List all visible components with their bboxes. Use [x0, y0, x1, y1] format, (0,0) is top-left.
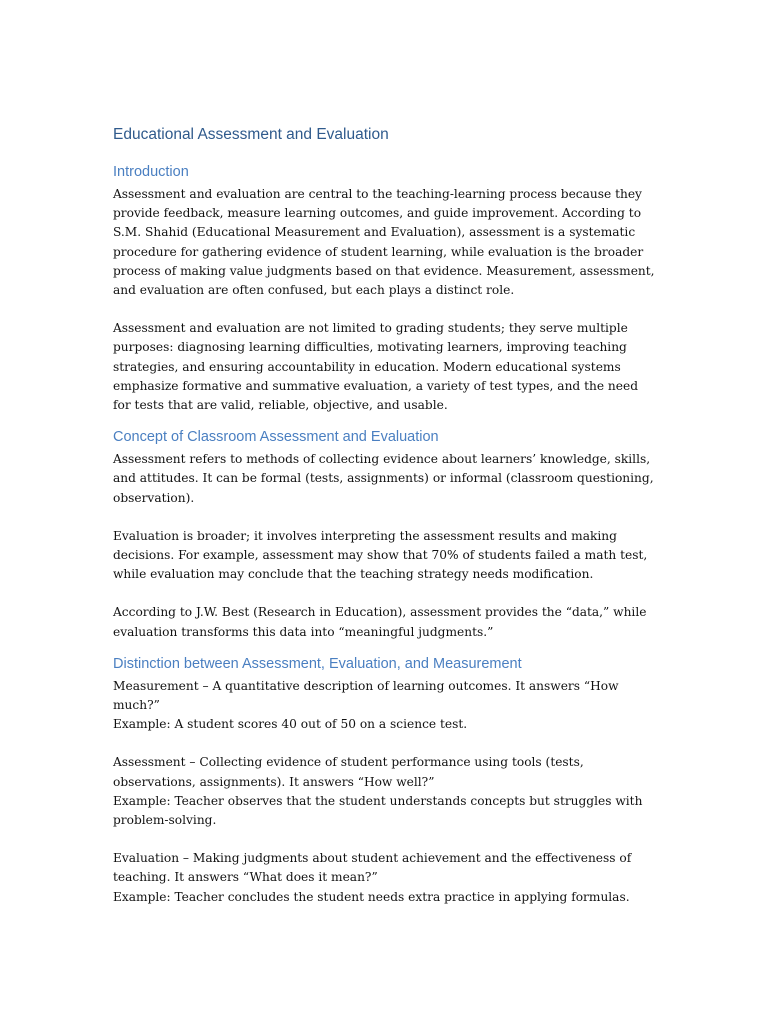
paragraph: Assessment – Collecting evidence of student performance using tools (tests, observations, assignments). It answers “How well?”	[113, 755, 584, 789]
paragraph: According to J.W. Best (Research in Education), assessment provides the “data,” while evaluation transforms this data into “meaningful judgments.”	[113, 605, 647, 639]
section-spacer	[113, 642, 658, 653]
paragraph: Example: Teacher observes that the student understands concepts but struggles with problem-solving.	[113, 793, 643, 828]
section-spacer	[113, 415, 658, 426]
paragraph: Assessment and evaluation are central to the teaching-learning process because they provide feedback, measure learning outcomes, and guide improvement. According to S.M. Shahid (Educational Measurement and Evaluation), assessment is a systematic procedure for gathering evidence of student learning, while evaluation is the broader process of making value judgments based on that evidence. Measurement, assessment, and evaluation are often confused, but each plays a distinct role.	[113, 187, 655, 298]
paragraph: Example: Teacher concludes the student needs extra practice in applying formulas.	[113, 889, 630, 904]
paragraph: Evaluation is broader; it involves interpreting the assessment results and making decisions. For example, assessment may show that 70% of students failed a math test, while evaluation may conclude that the teaching strategy needs modification.	[113, 528, 648, 582]
document-page	[113, 124, 658, 907]
paragraph: Measurement – A quantitative description of learning outcomes. It answers “How much?”	[113, 678, 619, 713]
paragraph-spacer	[113, 300, 658, 319]
paragraph: Assessment refers to methods of collecting evidence about learners’ knowledge, skills, and attitudes. It can be formal (tests, assignments) or informal (classroom questioning, observation).	[113, 452, 654, 505]
section-heading-distinction: Distinction between Assessment, Evaluation, and Measurement	[113, 655, 522, 672]
paragraph: Assessment and evaluation are not limited to grading students; they serve multiple purposes: diagnosing learning difficulties, motivating learners, improving teaching strategies, and ensuring accountability in education. Modern educational systems emphasize formative and summative evaluation, a variety of test types, and the need for tests that are valid, reliable, objective, and usable.	[113, 321, 639, 413]
paragraph-spacer	[113, 734, 658, 753]
paragraph-spacer	[113, 508, 658, 527]
paragraph-spacer	[113, 830, 658, 849]
section-heading-introduction: Introduction	[113, 164, 189, 180]
document-title: Educational Assessment and Evaluation	[113, 126, 389, 143]
paragraph: Example: A student scores 40 out of 50 on a science test.	[113, 717, 468, 732]
section-heading-concept: Concept of Classroom Assessment and Evaluation	[113, 429, 439, 446]
paragraph-spacer	[113, 584, 658, 603]
paragraph: Evaluation – Making judgments about student achievement and the effectiveness of teaching. It answers “What does it mean?”	[113, 851, 632, 885]
